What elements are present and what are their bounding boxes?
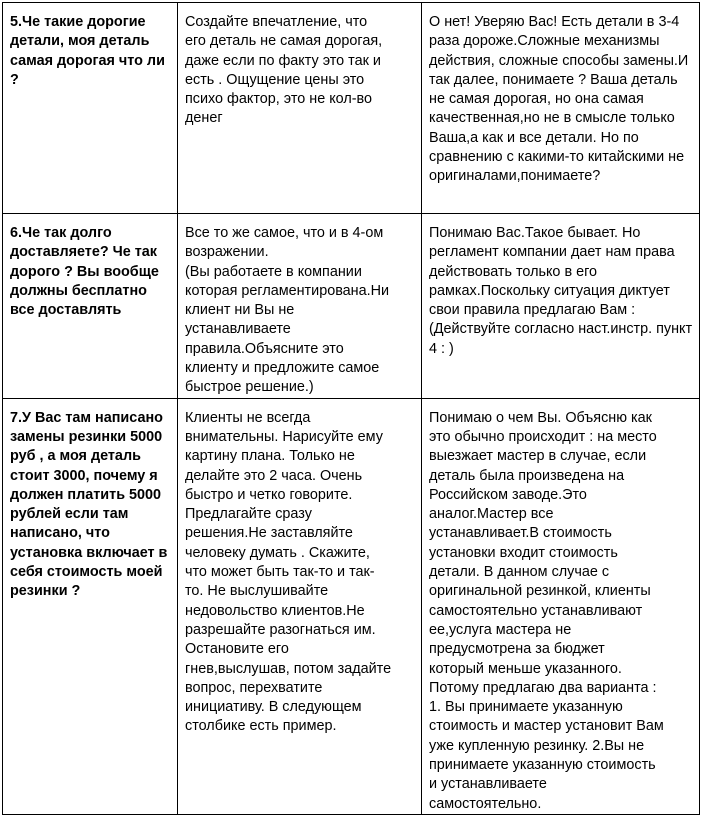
answer-cell: Понимаю о чем Вы. Объясню как это обычно происходит : на место выезжает мастер в случае, если деталь была произведена на Российском заводе.Это аналог.Мастер все устанавливает.В стоимость установки входит стоимость детали. В данном случае с оригинальной резинкой, клиенты самостоятельно устанавливают ее,услуга мастера не предусмотрена за бюджет который меньше указанного. Потому предлагаю два варианта : 1. Вы принимаете указанную стоимость и мастер установит Вам уже купленную резинку. 2.Вы не принимаете указанную стоимость и устанавливаете самостоятельно.: [422, 398, 700, 814]
answer-cell: О нет! Уверяю Вас! Есть детали в 3-4 раза дороже.Сложные механизмы действия, сложные способы замены.И так далее, понимаете ? Ваша деталь не самая дорогая, но она самая качественная,но не в смысле только Ваша,а как и все детали. Но по сравнению с какими-то китайскими не оригиналами,понимаете?: [422, 3, 700, 214]
advice-cell: Создайте впечатление, что его деталь не самая дорогая, даже если по факту это так и есть . Ощущение цены это психо фактор, это не кол-во денег: [178, 3, 422, 214]
table-row: [3, 3, 700, 214]
question-cell: 7.У Вас там написано замены резинки 5000 руб , а моя деталь стоит 3000, почему я должен платить 5000 рублей если там написано, что установка включает в себя стоимость моей резинки ?: [3, 398, 178, 814]
table-row: [3, 214, 700, 399]
objections-table: [2, 2, 700, 815]
table-row: [3, 398, 700, 814]
question-cell: 6.Че так долго доставляете? Че так дорого ? Вы вообще должны бесплатно все доставлять: [3, 214, 178, 399]
advice-cell: Клиенты не всегда внимательны. Нарисуйте ему картину плана. Только не делайте это 2 часа. Очень быстро и четко говорите. Предлагайте сразу решения.Не заставляйте человеку думать . Скажите, что может быть так-то и так- то. Не выслушивайте недовольство клиентов.Не разрешайте разогнаться им. Остановите его гнев,выслушав, потом задайте вопрос, перехватите инициативу. В следующем столбике есть пример.: [178, 398, 422, 814]
advice-cell: Все то же самое, что и в 4-ом возражении. (Вы работаете в компании которая регламентирована.Ни клиент ни Вы не устанавливаете правила.Объясните это клиенту и предложите самое быстрое решение.): [178, 214, 422, 399]
answer-cell: Понимаю Вас.Такое бывает. Но регламент компании дает нам права действовать только в его рамках.Поскольку ситуация диктует свои правила предлагаю Вам : (Действуйте согласно наст.инстр. пункт 4 : ): [422, 214, 700, 399]
question-cell: 5.Че такие дорогие детали, моя деталь самая дорогая что ли ?: [3, 3, 178, 214]
